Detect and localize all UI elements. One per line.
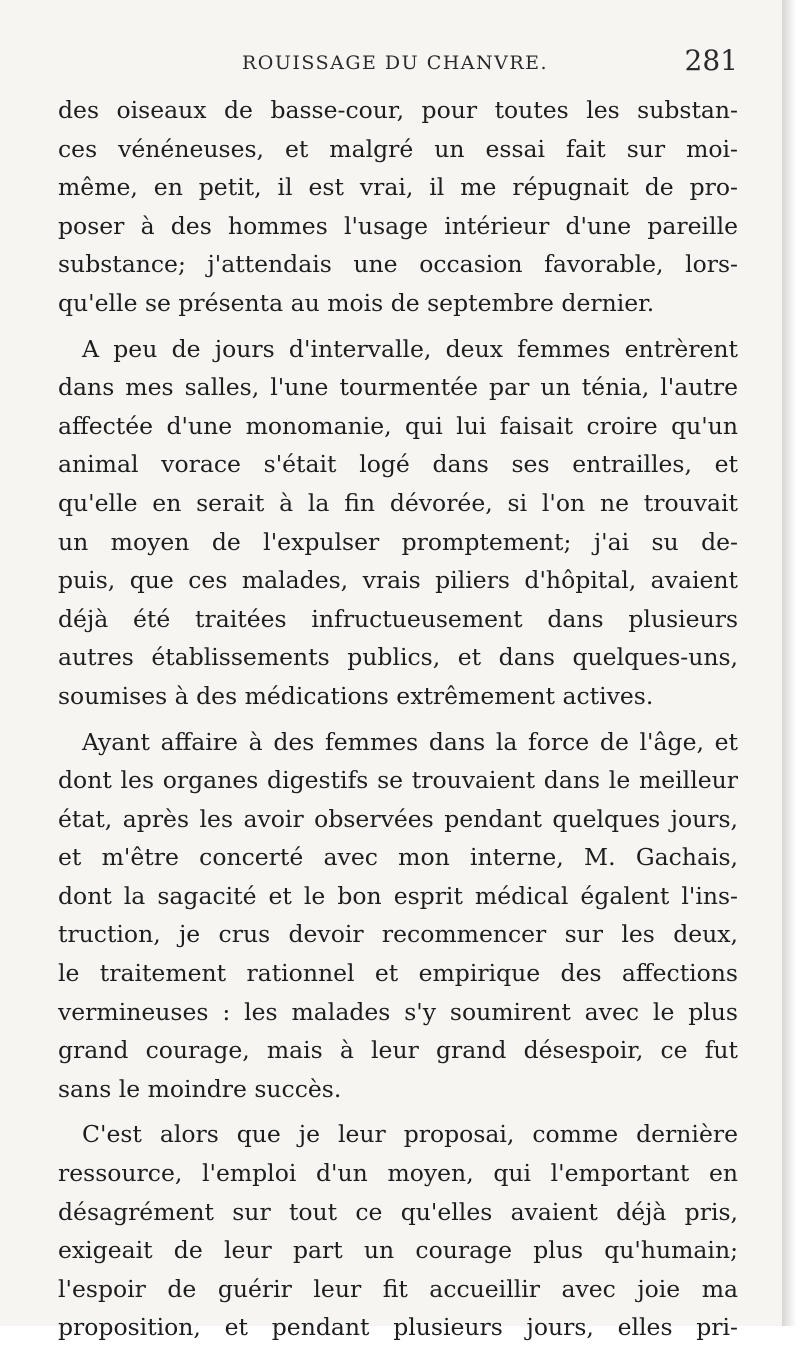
text-line: qu'elle se présenta au mois de septembre dernier. (58, 288, 655, 317)
text-line: poser à des hommes l'usage intérieur d'une pareille (58, 211, 738, 240)
text-line: substance; j'attendais une occasion favorable, lors- (58, 250, 738, 279)
paragraph-1 (58, 91, 738, 323)
text-line: vermineuses : les malades s'y soumirent avec le plus (58, 997, 738, 1026)
text-line: soumises à des médications extrêmement actives. (58, 681, 654, 710)
text-line: Ayant affaire à des femmes dans la force de l'âge, et (82, 727, 738, 756)
body-text (58, 91, 738, 1347)
text-line: l'espoir de guérir leur fit accueillir avec joie ma (58, 1274, 738, 1303)
text-line: un moyen de l'expulser promptement; j'ai su de- (58, 527, 738, 556)
page-number: 281 (684, 44, 738, 77)
text-line: affectée d'une monomanie, qui lui faisait croire qu'un (58, 411, 738, 440)
text-line: dans mes salles, l'une tourmentée par un ténia, l'autre (58, 373, 738, 402)
text-line: grand courage, mais à leur grand désespoir, ce fut (58, 1036, 738, 1065)
text-line: dont la sagacité et le bon esprit médical égalent l'ins- (58, 881, 738, 910)
text-line: désagrément sur tout ce qu'elles avaient déjà pris, (58, 1197, 738, 1226)
text-line: qu'elle en serait à la fin dévorée, si l'on ne trouvait (58, 488, 738, 517)
text-line: puis, que ces malades, vrais piliers d'hôpital, avaient (58, 566, 738, 595)
text-line: ces vénéneuses, et malgré un essai fait sur moi- (58, 134, 738, 163)
text-line: dont les organes digestifs se trouvaient dans le meilleur (58, 766, 738, 795)
running-title: ROUISSAGE DU CHANVRE. (242, 52, 549, 74)
text-line: exigeait de leur part un courage plus qu'humain; (58, 1236, 738, 1265)
text-line: des oiseaux de basse-cour, pour toutes les substan- (58, 96, 738, 124)
text-line: truction, je crus devoir recommencer sur les deux, (58, 920, 738, 949)
text-line: animal vorace s'était logé dans ses entrailles, et (58, 450, 738, 479)
page-edge-shadow (782, 0, 800, 1326)
text-line: A peu de jours d'intervalle, deux femmes entrèrent (82, 334, 738, 363)
page-header (58, 44, 738, 84)
text-line: même, en petit, il est vrai, il me répugnait de pro- (58, 173, 738, 202)
text-line: ressource, l'emploi d'un moyen, qui l'emportant en (58, 1159, 738, 1188)
text-line: C'est alors que je leur proposai, comme dernière (82, 1120, 738, 1149)
text-line: état, après les avoir observées pendant quelques jours, (58, 804, 738, 833)
text-line: proposition, et pendant plusieurs jours, elles pri- (58, 1313, 738, 1342)
text-line: sans le moindre succès. (58, 1074, 342, 1103)
text-line: le traitement rationnel et empirique des affections (58, 959, 738, 988)
paragraph-2 (58, 330, 738, 716)
text-line: autres établissements publics, et dans quelques-uns, (58, 643, 738, 672)
paragraph-4 (58, 1115, 738, 1347)
text-line: déjà été traitées infructueusement dans plusieurs (58, 604, 738, 633)
paragraph-3 (58, 723, 738, 1109)
text-line: et m'être concerté avec mon interne, M. Gachais, (58, 843, 738, 872)
